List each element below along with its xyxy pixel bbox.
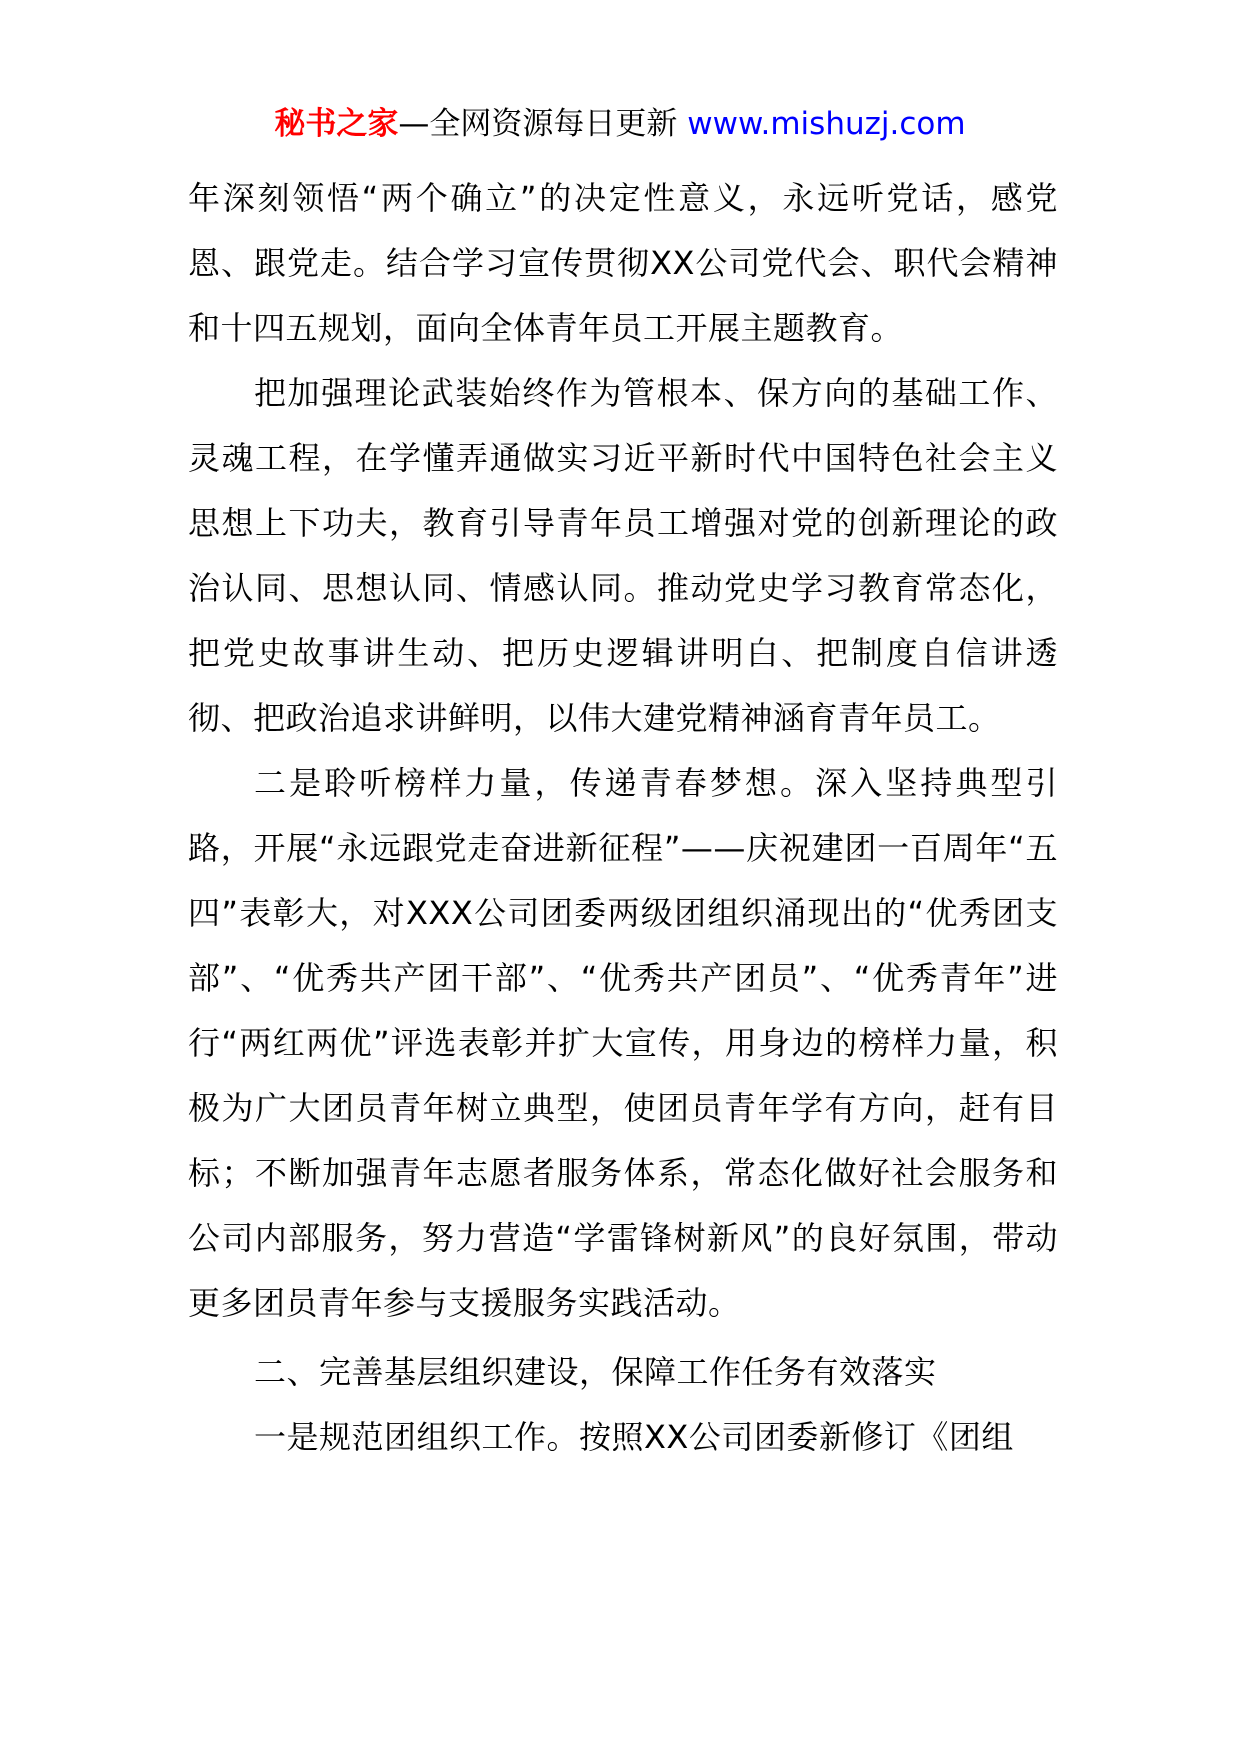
page-header [0, 102, 1240, 146]
document-body [188, 166, 1058, 1470]
header-tagline: —全网资源每日更新 [398, 106, 688, 142]
paragraph-role-models: 二是聆听榜样力量，传递青春梦想。深入坚持典型引路，开展“永远跟党走奋进新征程”——庆祝建团一百周年“五四”表彰大，对XXX公司团委两级团组织涌现出的“优秀团支部”、“优秀共产团干部”、“优秀共产团员”、“优秀青年”进行“两红两优”评选表彰并扩大宣传，用身边的榜样力量，积极为广大团员青年树立典型，使团员青年学有方向，赶有目标；不断加强青年志愿者服务体系，常态化做好社会服务和公司内部服务，努力营造“学雷锋树新风”的良好氛围，带动更多团员青年参与支援服务实践活动。 [188, 764, 1058, 1322]
paragraph-continuation: 年深刻领悟“两个确立”的决定性意义，永远听党话，感党恩、跟党走。结合学习宣传贯彻XX公司党代会、职代会精神和十四五规划，面向全体青年员工开展主题教育。 [188, 179, 1058, 347]
paragraph-theory: 把加强理论武装始终作为管根本、保方向的基础工作、灵魂工程，在学懂弄通做实习近平新时代中国特色社会主义思想上下功夫，教育引导青年员工增强对党的创新理论的政治认同、思想认同、情感认同。推动党史学习教育常态化，把党史故事讲生动、把历史逻辑讲明白、把制度自信讲透彻、把政治追求讲鲜明，以伟大建党精神涵育青年员工。 [188, 374, 1058, 737]
header-brand: 秘书之家 [274, 106, 399, 142]
paragraph-organization: 一是规范团组织工作。按照XX公司团委新修订《团组 [254, 1418, 1014, 1456]
section-heading: 二、完善基层组织建设，保障工作任务有效落实 [254, 1353, 937, 1391]
header-url-link[interactable]: www.mishuzj.com [687, 106, 966, 142]
